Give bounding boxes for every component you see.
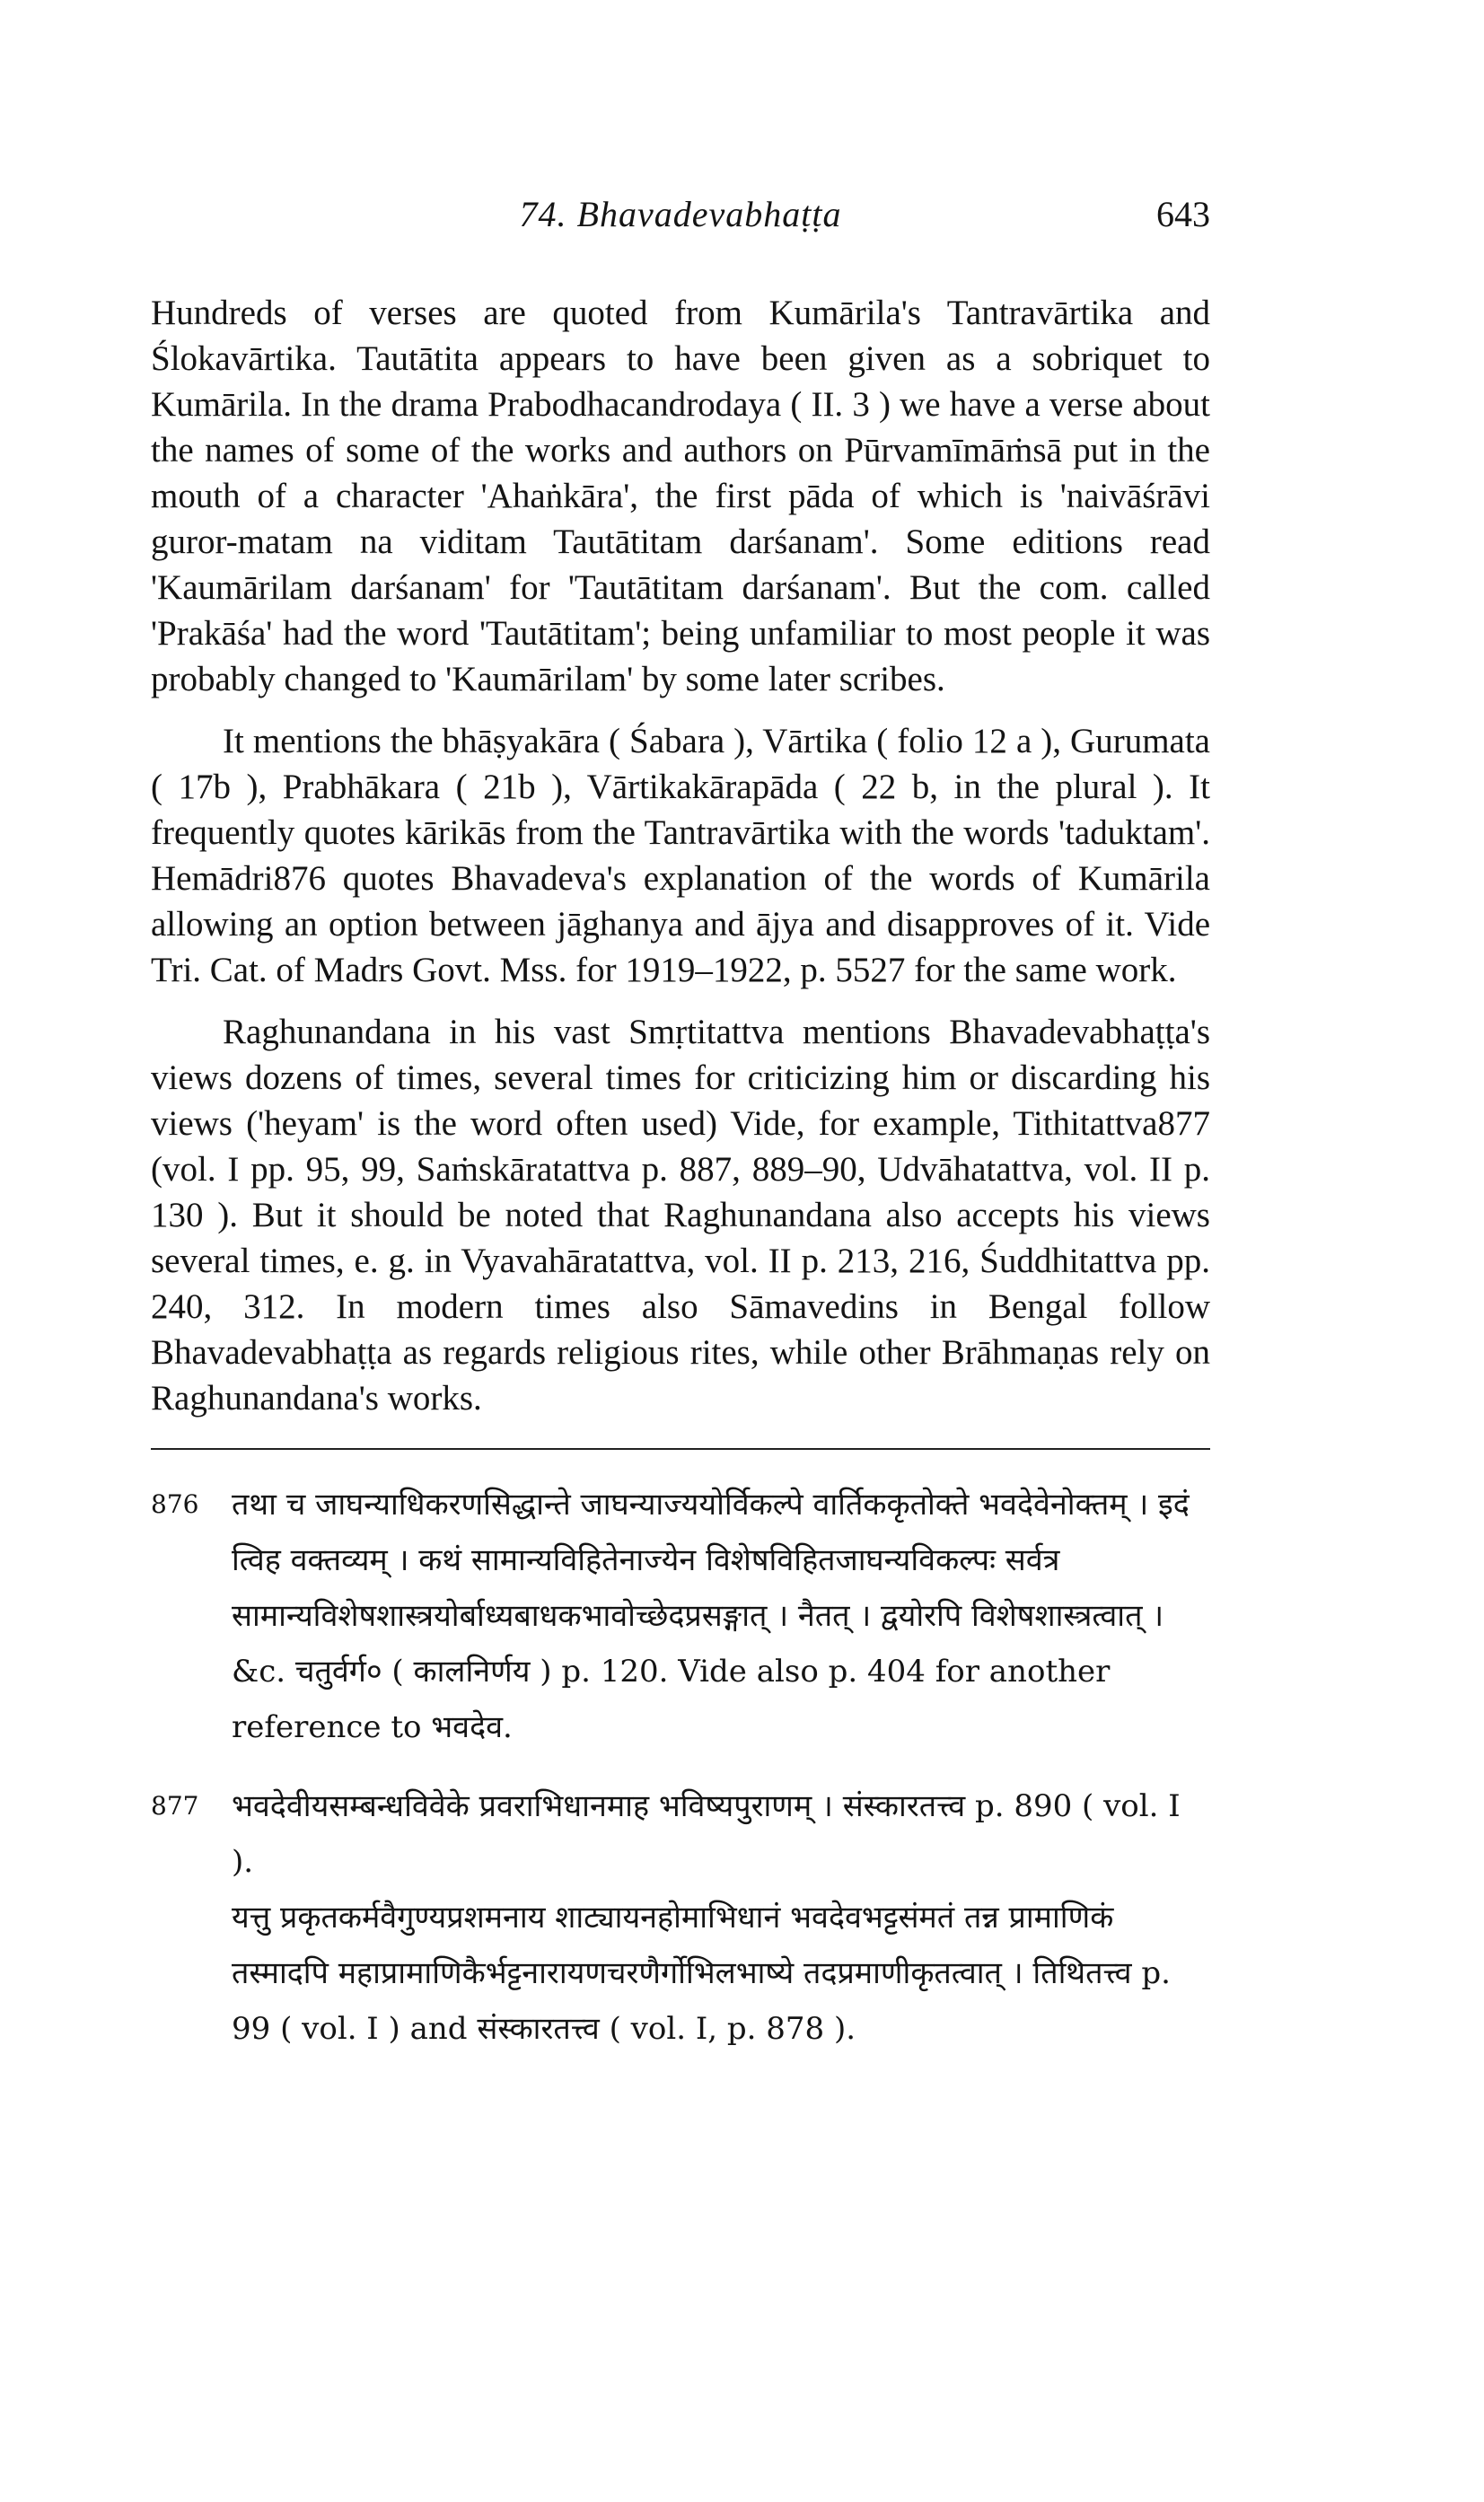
footnote-number: 877: [151, 1791, 199, 1821]
main-text: [151, 290, 1210, 1421]
page-header: [151, 193, 1210, 243]
page-number: 643: [1156, 194, 1210, 234]
paragraph: Raghunandana in his vast Smṛtitattva mentions Bhavadevabhaṭṭa's views dozens of times, several times for criticizing him or discarding his views ('heyam' is the word often used) Vide, for example, Tithitattva877 (vol. I pp. 95, 99, Saṁskāratattva p. 887, 889–90, Udvāhatattva, vol. II p. 130 ). But it should be noted that Raghunandana also accepts his views several times, e. g. in Vyavahāratattva, vol. II p. 213, 216, Śuddhitattva pp. 240, 312. In modern times also Sāmavedins in Bengal follow Bhavadevabhaṭṭa as regards religious rites, while other Brāhmaṇas rely on Raghunandana's works.: [151, 1013, 1210, 1418]
footnote-876: [151, 1477, 1210, 1755]
paragraph: It mentions the bhāṣyakāra ( Śabara ), Vārtika ( folio 12 a ), Gurumata ( 17b ), Prabhākara ( 21b ), Vārtikakārapāda ( 22 b, in the plural ). It frequently quotes kārikās from the Tantravārtika with the words 'taduktam'. Hemādri876 quotes Bhavadeva's explanation of the words of Kumārila allowing an option between jāghanya and ājya and disapproves of it. Vide Tri. Cat. of Madrs Govt. Mss. for 1919–1922, p. 5527 for the same work.: [151, 722, 1210, 989]
footnote-877: [151, 1778, 1210, 2057]
running-title: 74. Bhavadevabhaṭṭa: [519, 194, 842, 234]
footnote-number: 876: [151, 1489, 199, 1519]
footnote-text: तथा च जाघन्याधिकरणसिद्धान्ते जाघन्याज्ययोर्विकल्पे वार्तिककृतोक्ते भवदेवेनोक्तम् । इदं त्विह वक्तव्यम् । कथं सामान्यविहितेनाज्येन विशेषविहितजाघन्यविकल्पः सर्वत्र सामान्यविशेषशास्त्रयोर्बाध्यबाधकभावोच्छेदप्रसङ्गात् । नैतत् । द्वयोरपि विशेषशास्त्रत्वात् । &c. चतुर्वर्ग० ( कालनिर्णय ) p. 120. Vide also p. 404 for another reference to भवदेव.: [232, 1487, 1190, 1745]
book-page: [151, 193, 1210, 2080]
footnote-continuation: यत्तु प्रकृतकर्मवैगुण्यप्रशमनाय शाट्यायनहोमाभिधानं भवदेवभट्टसंमतं तन्न प्रामाणिकं तस्मादपि महाप्रामाणिकैर्भट्टनारायणचरणैर्गोभिलभाष्ये तदप्रमाणीकृतत्वात् । तिथितत्त्व p. 99 ( vol. I ) and संस्कारतत्त्व ( vol. I, p. 878 ).: [232, 1900, 1171, 2047]
footnote-divider: [151, 1448, 1210, 1450]
paragraph: Hundreds of verses are quoted from Kumārila's Tantravārtika and Ślokavārtika. Tautātita appears to have been given as a sobriquet to Kumārila. In the drama Prabodhacandrodaya ( II. 3 ) we have a verse about the names of some of the works and authors on Pūrvamīmāṁsā put in the mouth of a character 'Ahaṅkāra', the first pāda of which is 'naivāśrāvi guror-matam na viditam Tautātitam darśanam'. Some editions read 'Kaumārilam darśanam' for 'Tautātitam darśanam'. But the com. called 'Prakāśa' had the word 'Tautātitam'; being unfamiliar to most people it was probably changed to 'Kaumārilam' by some later scribes.: [151, 294, 1210, 698]
footnote-text: भवदेवीयसम्बन्धविवेके प्रवराभिधानमाह भविष्यपुराणम् । संस्कारतत्त्व p. 890 ( vol. I ).: [232, 1788, 1181, 1880]
